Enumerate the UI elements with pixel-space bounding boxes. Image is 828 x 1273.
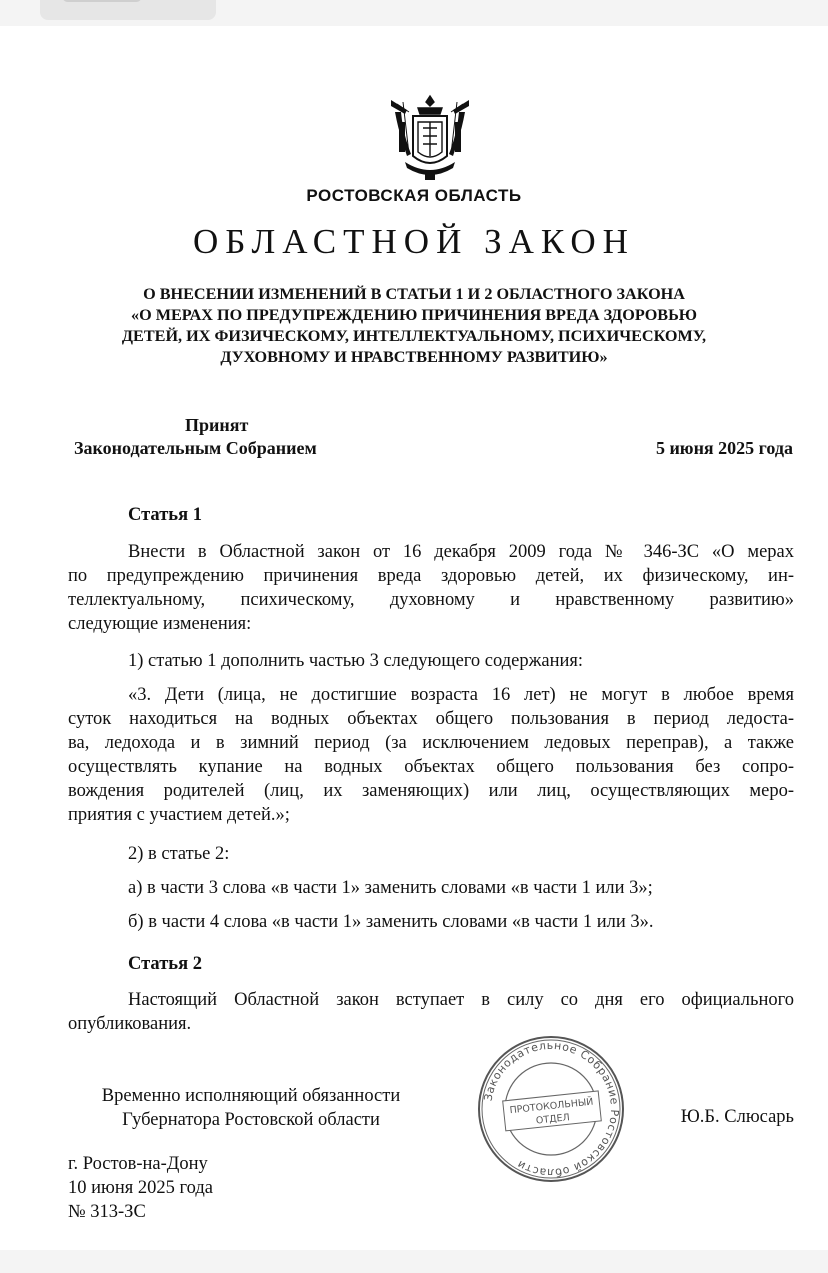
law-title <box>50 284 778 368</box>
article-1-item-2 <box>68 842 794 866</box>
article-1-item-2a <box>68 876 794 900</box>
document-place: г. Ростов-на-Дону <box>68 1154 208 1174</box>
text-line: Внести в Областной закон от 16 декабря 2009 года № 346-ЗС «О мерах <box>128 542 794 562</box>
text-line: суток находиться на водных объектах общего пользования в период ледоста- <box>68 709 794 729</box>
text-line: по предупреждению причинения вреда здоровью детей, их физическому, ин- <box>68 566 794 586</box>
signer-name: Ю.Б. Слюсарь <box>680 1107 794 1127</box>
document-page <box>0 26 828 1250</box>
article-2-text <box>68 988 794 1036</box>
document-date: 10 июня 2025 года <box>68 1178 213 1198</box>
signer-position-line: Временно исполняющий обязанности <box>101 1086 401 1106</box>
adopted-label: Принят <box>185 415 249 435</box>
text-line: «3. Дети (лица, не достигшие возраста 16 лет) не могут в любое время <box>128 685 794 705</box>
article-1-item-2b <box>68 910 794 934</box>
article-2-heading: Статья 2 <box>128 954 202 974</box>
article-1-item-1 <box>68 649 794 673</box>
text-line: а) в части 3 слова «в части 1» заменить словами «в части 1 или 3»; <box>128 878 653 898</box>
article-1-intro <box>68 540 794 636</box>
document-number: № 313-ЗС <box>68 1202 146 1222</box>
adopted-by: Законодательным Собранием <box>74 438 317 458</box>
law-title-line: О ВНЕСЕНИИ ИЗМЕНЕНИЙ В СТАТЬИ 1 И 2 ОБЛАСТНОГО ЗАКОНА <box>143 285 685 303</box>
signer-position-line: Губернатора Ростовской области <box>122 1110 380 1130</box>
text-line: вождения родителей (лиц, их заменяющих) или лиц, осуществляющих меро- <box>68 781 794 801</box>
text-line: теллектуальному, психическому, духовному и нравственному развитию» <box>68 590 794 610</box>
text-line: приятия с участием детей.»; <box>68 805 290 825</box>
signer-position <box>76 1084 426 1132</box>
region-name: РОСТОВСКАЯ ОБЛАСТЬ <box>306 186 522 205</box>
document-details <box>68 1152 213 1224</box>
top-bar <box>0 0 828 26</box>
text-line: ва, ледохода и в зимний период (за исключением ледовых переправ), а также <box>68 733 794 753</box>
law-title-line: «О МЕРАХ ПО ПРЕДУПРЕЖДЕНИЮ ПРИЧИНЕНИЯ ВРЕДА ЗДОРОВЬЮ <box>130 306 698 324</box>
law-title-line: ДУХОВНОМУ И НРАВСТВЕННОМУ РАЗВИТИЮ» <box>220 348 608 366</box>
adoption-date: 5 июня 2025 года <box>655 438 793 458</box>
text-line: Настоящий Областной закон вступает в силу со дня его официального <box>128 990 794 1010</box>
law-title-line: ДЕТЕЙ, ИХ ФИЗИЧЕСКОМУ, ИНТЕЛЛЕКТУАЛЬНОМУ, ПСИХИЧЕСКОМУ, <box>121 327 707 345</box>
text-line: следующие изменения: <box>68 614 252 634</box>
text-line: осуществлять купание на водных объектах общего пользования без сопро- <box>68 757 794 777</box>
stamp-center-text: ПРОТОКОЛЬНЫЙ <box>509 1096 594 1117</box>
text-line: б) в части 4 слова «в части 1» заменить словами «в части 1 или 3». <box>128 912 654 932</box>
document-type: ОБЛАСТНОЙ ЗАКОН <box>193 222 635 261</box>
stamp-center-text: ОТДЕЛ <box>535 1112 571 1127</box>
official-stamp <box>476 1034 626 1184</box>
text-line: опубликования. <box>68 1014 192 1034</box>
text-line: 2) в статье 2: <box>128 844 230 864</box>
article-1-heading: Статья 1 <box>128 505 202 525</box>
coat-of-arms-icon <box>385 92 475 184</box>
tab-handle[interactable] <box>40 0 216 20</box>
article-1-quote <box>68 683 794 827</box>
text-line: 1) статью 1 дополнить частью 3 следующего содержания: <box>128 651 584 671</box>
stamp-ring-text: Законодательное Собрание Ростовской области <box>481 1038 622 1180</box>
bottom-bar <box>0 1250 828 1273</box>
